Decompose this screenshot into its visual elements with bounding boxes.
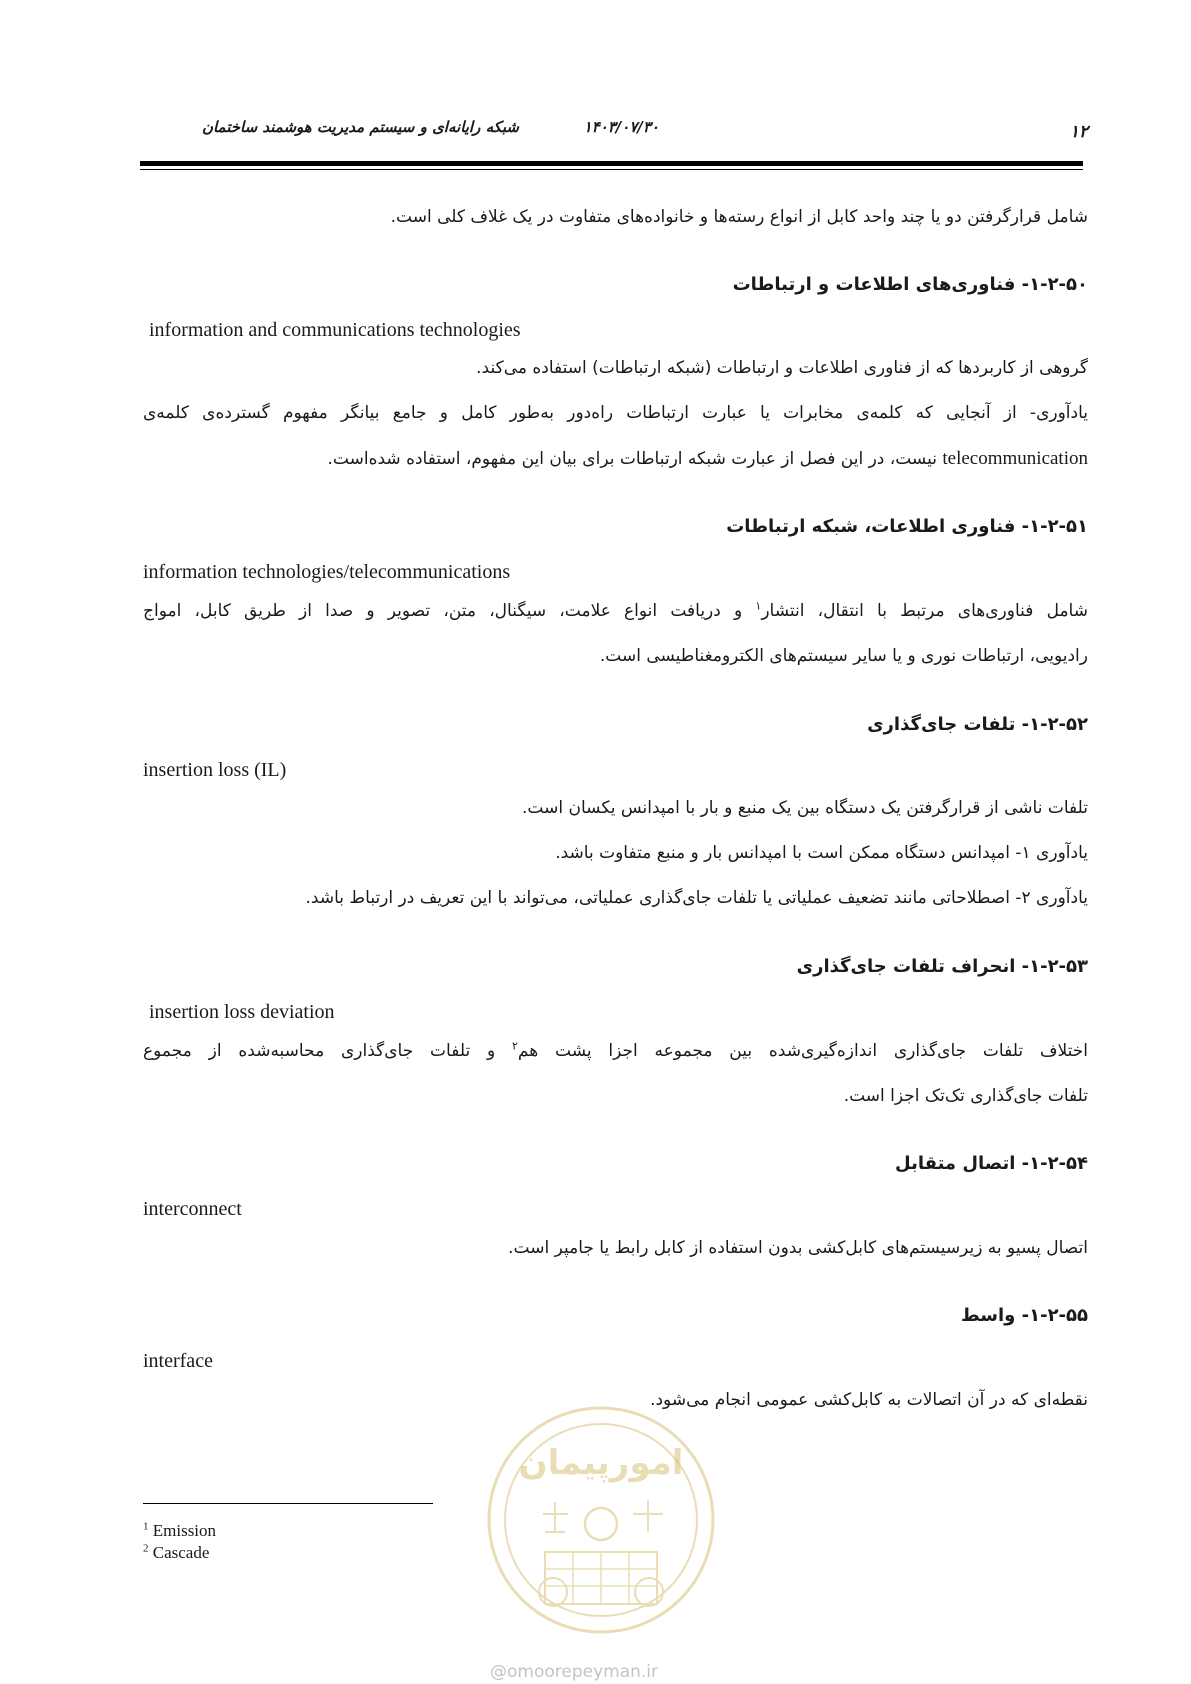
footnote-1 [143, 1521, 216, 1541]
note-50-line2 [328, 447, 1088, 472]
footnote-2 [143, 1543, 209, 1563]
running-header-title: شبکه رایانه‌ای و سیستم مدیریت هوشمند ساختمان [201, 118, 519, 136]
english-term-50: information and communications technologies [149, 319, 521, 341]
footnote-ref-1: ۱ [755, 599, 762, 613]
english-term-55: interface [143, 1350, 213, 1372]
section-heading-51: ۱-۲-۵۱- فناوری اطلاعات، شبکه ارتباطات [726, 516, 1088, 537]
footnote-1-number: 1 [143, 1520, 149, 1533]
english-term-51: information technologies/telecommunications [143, 561, 511, 583]
note-52-2: یادآوری ۲- اصطلاحاتی مانند تضعیف عملیاتی یا تلفات جای‌گذاری عملیاتی، می‌تواند با این تعریف در ارتباط باشد. [305, 888, 1088, 908]
intro-paragraph: شامل قرارگرفتن دو یا چند واحد کابل از انواع رسته‌ها و خانواده‌های متفاوت در یک غلاف کلی است. [390, 207, 1088, 227]
definition-53-line1 [143, 1040, 1088, 1062]
section-heading-54: ۱-۲-۵۴- اتصال متقابل [895, 1153, 1088, 1174]
definition-51-line2: رادیویی، ارتباطات نوری و یا سایر سیستم‌های الکترومغناطیسی است. [599, 646, 1088, 666]
definition-55: نقطه‌ای که در آن اتصالات به کابل‌کشی عمومی انجام می‌شود. [650, 1390, 1088, 1410]
footnote-ref-2: ۲ [512, 1039, 518, 1053]
definition-52: تلفات ناشی از قرارگرفتن یک دستگاه بین یک منبع و بار با امپدانس یکسان است. [522, 798, 1088, 818]
section-heading-50: ۱-۲-۵۰- فناوری‌های اطلاعات و ارتباطات [732, 274, 1088, 295]
watermark-seal-text: امورپیمان [518, 1443, 684, 1483]
definition-51-part-a: شامل فناوری‌های مرتبط با انتقال، انتشار [761, 601, 1088, 621]
section-heading-55: ۱-۲-۵۵- واسط [961, 1305, 1088, 1326]
note-50-rest: نیست، در این فصل از عبارت شبکه ارتباطات برای بیان این مفهوم، استفاده شده‌است. [327, 449, 943, 469]
footnote-separator [143, 1503, 433, 1504]
header-rule-thin [140, 169, 1083, 170]
definition-53-part-a: اختلاف تلفات جای‌گذاری اندازه‌گیری‌شده بین مجموعه اجزا پشت هم [517, 1041, 1088, 1061]
watermark-site-url: @omoorepeyman.ir [490, 1662, 659, 1682]
definition-53-part-b: و تلفات جای‌گذاری محاسبه‌شده از مجموع [143, 1041, 512, 1061]
english-term-53: insertion loss deviation [149, 1001, 335, 1023]
footnote-2-number: 2 [143, 1542, 149, 1555]
note-50-line1: یادآوری- از آنجایی که کلمه‌ی مخابرات یا عبارت ارتباطات راه‌دور به‌طور کامل و جامع بیانگر مفهوم گسترده‌ی کلمه‌ی [143, 403, 1088, 423]
english-term-54: interconnect [143, 1198, 242, 1220]
english-term-52: insertion loss (IL) [143, 759, 287, 781]
definition-54: اتصال پسیو به زیرسیستم‌های کابل‌کشی بدون استفاده از کابل رابط یا جامپر است. [508, 1238, 1088, 1258]
running-header-date: ۱۴۰۳/۰۷/۳۰ [583, 118, 659, 136]
section-heading-52: ۱-۲-۵۲- تلفات جای‌گذاری [867, 714, 1088, 735]
definition-50: گروهی از کاربردها که از فناوری اطلاعات و ارتباطات (شبکه ارتباطات) استفاده می‌کند. [476, 358, 1088, 378]
footnote-1-text: Emission [152, 1521, 217, 1540]
watermark-seal-logo [483, 1402, 719, 1638]
definition-51-part-b: و دریافت انواع علامت، سیگنال، متن، تصویر و صدا از طریق کابل، امواج [143, 601, 756, 621]
page-number: ۱۲ [1069, 122, 1088, 142]
header-rule-thick [140, 161, 1083, 166]
footnote-2-text: Cascade [152, 1543, 210, 1562]
definition-51-line1 [143, 600, 1088, 622]
note-50-term: telecommunication [942, 448, 1088, 469]
note-52-1: یادآوری ۱- امپدانس دستگاه ممکن است با امپدانس بار و منبع متفاوت باشد. [555, 843, 1088, 863]
section-heading-53: ۱-۲-۵۳- انحراف تلفات جای‌گذاری [796, 956, 1088, 977]
definition-53-line2: تلفات جای‌گذاری تک‌تک اجزا است. [843, 1086, 1088, 1106]
